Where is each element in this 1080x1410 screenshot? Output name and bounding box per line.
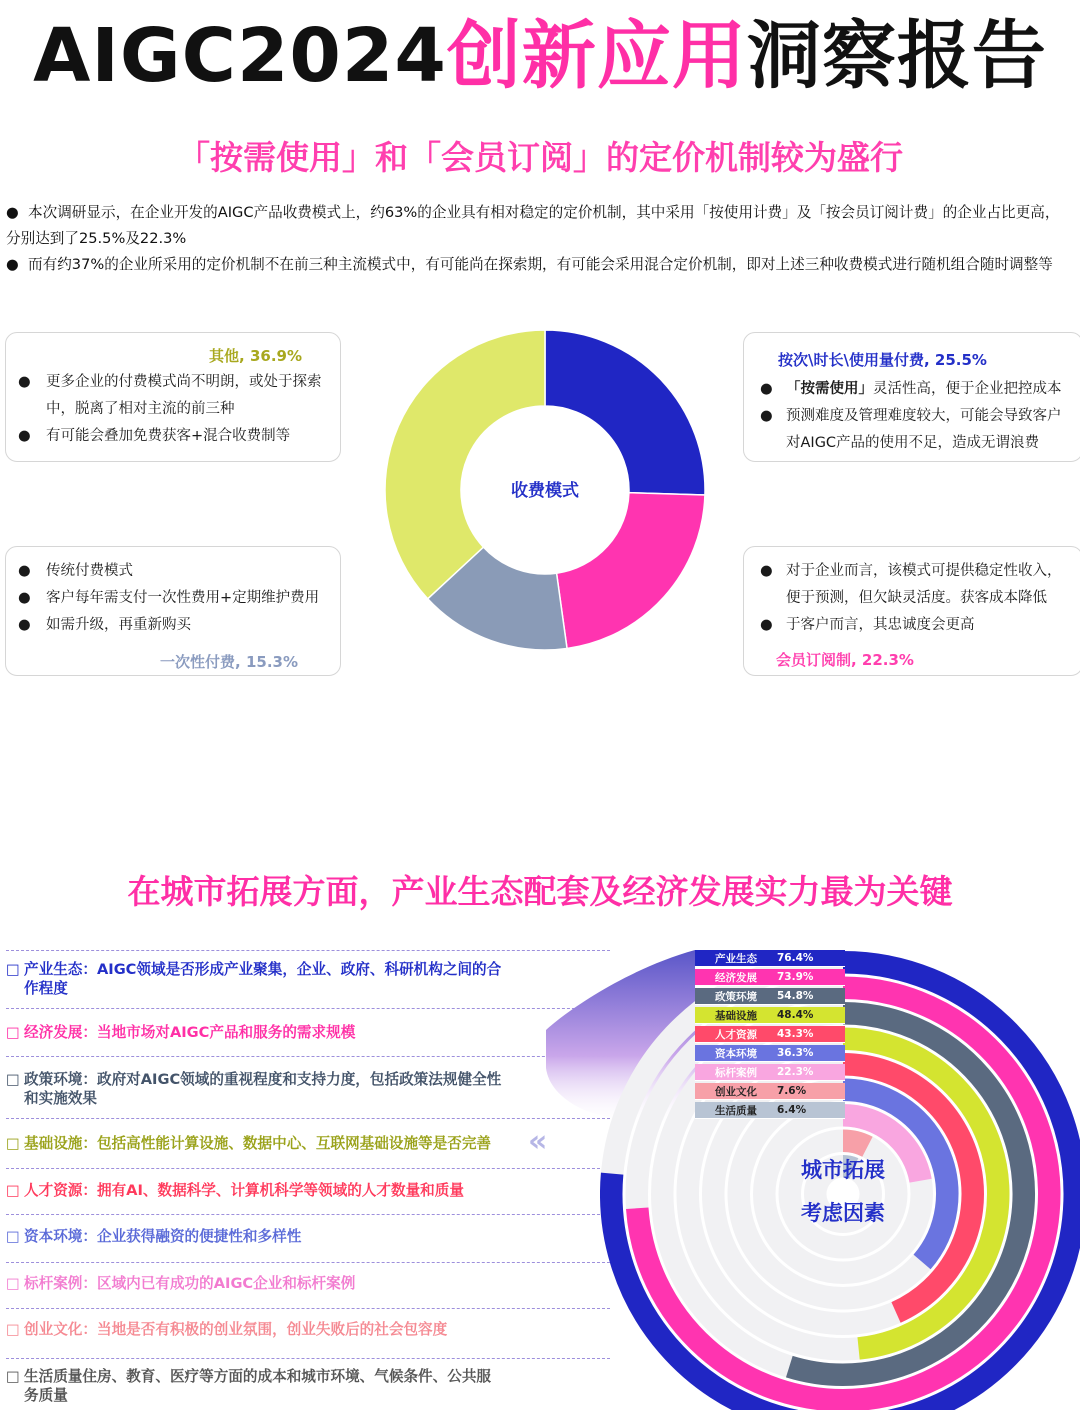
card-bullet [744, 430, 1080, 457]
intro-line [6, 200, 1078, 226]
separator [6, 1262, 610, 1263]
radial-legend-value: 6.4% [777, 1104, 807, 1116]
title-part-report: 洞察报告 [746, 13, 1047, 99]
bullet-dot: ● [18, 428, 31, 444]
bullet-bold-text: 「按需使用」 [786, 381, 873, 397]
factor-text: 务质量 [24, 1387, 68, 1404]
card-bullet [744, 376, 1080, 403]
card-one-time [5, 546, 341, 676]
radial-legend-category: 基础设施 [715, 1009, 757, 1022]
factor-text: 经济发展：当地市场对AIGC产品和服务的需求规模 [24, 1024, 356, 1041]
card-bullet [6, 612, 342, 639]
radial-legend-category: 标杆案例 [715, 1066, 757, 1079]
donut-center-label: 收费模式 [511, 481, 579, 501]
factor-text: 政策环境：政府对AIGC领域的重视程度和支持力度，包括政策法规健全性 [24, 1071, 502, 1088]
pricing-intro [6, 200, 1078, 278]
radial-legend-value: 22.3% [777, 1066, 814, 1078]
separator [6, 1118, 610, 1119]
factor-item-startup-culture [6, 1320, 526, 1339]
checkbox-icon: □ [6, 1024, 20, 1041]
main-title [0, 8, 1080, 104]
factor-item-talent [6, 1181, 526, 1200]
bullet-text: 更多企业的付费模式尚不明朗，或处于探索 [46, 374, 322, 390]
radial-legend-value: 48.4% [777, 1009, 814, 1021]
checkbox-icon: □ [6, 1135, 20, 1152]
radial-legend-category: 产业生态 [715, 952, 757, 965]
factor-item-benchmark [6, 1274, 526, 1293]
separator [6, 1214, 610, 1215]
intro-text: 而有约37%的企业所采用的定价机制不在前三种主流模式中，有可能尚在探索期，有可能会采用混合定价机制，即对上述三种收费模式进行随机组合随时调整等 [28, 256, 1053, 273]
card-other-label: 其他, 36.9% [209, 347, 302, 365]
card-one-time-label: 一次性付费, 15.3% [160, 653, 298, 671]
factor-item-economy [6, 1023, 526, 1042]
bullet-dot: ● [18, 617, 31, 633]
separator [6, 1358, 610, 1359]
radial-legend-value: 43.3% [777, 1028, 814, 1040]
factor-text: 人才资源：拥有AI、数据科学、计算机科学等领域的人才数量和质量 [24, 1182, 464, 1199]
card-bullet [744, 612, 1080, 639]
card-bullet [744, 403, 1080, 430]
factor-item-capital [6, 1227, 526, 1246]
radial-legend-row [695, 969, 845, 986]
separator [6, 1008, 610, 1009]
separator [6, 1056, 610, 1057]
factor-text: 基础设施：包括高性能计算设施、数据中心、互联网基础设施等是否完善 [24, 1135, 492, 1152]
bullet-text: 中，脱离了相对主流的前三种 [46, 401, 235, 417]
card-bullet [6, 396, 342, 423]
city-section-title: 在城市拓展方面，产业生态配套及经济发展实力最为关键 [127, 872, 953, 911]
intro-line [6, 252, 1078, 278]
radial-legend-row [695, 1064, 845, 1081]
radial-legend-category: 资本环境 [715, 1047, 757, 1060]
bullet-text: 传统付费模式 [46, 563, 133, 579]
factor-text: 产业生态：AIGC领域是否形成产业聚集，企业、政府、科研机构之间的合 [24, 961, 502, 978]
bullet-text: 有可能会叠加免费获客+混合收费制等 [46, 428, 291, 444]
radial-legend-row [695, 1045, 845, 1062]
bullet-text: 客户每年需支付一次性费用+定期维护费用 [46, 590, 320, 606]
radial-legend-value: 73.9% [777, 971, 814, 983]
bullet-text: 于客户而言，其忠诚度会更高 [786, 617, 975, 633]
bullet-dot: ● [18, 374, 31, 390]
checkbox-icon: □ [6, 1368, 20, 1385]
factor-item-industry [6, 960, 526, 998]
factor-item-policy [6, 1070, 526, 1108]
bullet-dot: ● [18, 590, 31, 606]
card-bullet [6, 558, 342, 585]
radial-legend-row [695, 1102, 845, 1119]
factor-item-infrastructure [6, 1134, 526, 1153]
factor-item-quality-of-life [6, 1367, 526, 1405]
separator [6, 1308, 610, 1309]
radial-legend-value: 76.4% [777, 952, 814, 964]
radial-legend-row [695, 1007, 845, 1024]
bullet-text: 便于预测，但欠缺灵活度。获客成本降低 [786, 590, 1047, 606]
checkbox-icon: □ [6, 1228, 20, 1245]
radial-legend-row [695, 1026, 845, 1043]
card-other [5, 332, 341, 462]
bullet-text: 对于企业而言，该模式可提供稳定性收入， [786, 563, 1062, 579]
double-chevron-left-icon: « [528, 1124, 548, 1159]
radial-legend-category: 政策环境 [715, 990, 757, 1003]
factor-text: 和实施效果 [24, 1090, 97, 1107]
bullet-text: 预测难度及管理难度较大，可能会导致客户 [786, 408, 1062, 424]
title-part-aigc: AIGC2024 [33, 13, 447, 99]
intro-text: 本次调研显示，在企业开发的AIGC产品收费模式上，约63%的企业具有相对稳定的定价机制，其中采用「按使用计费」及「按会员订阅计费」的企业占比更高， [28, 204, 1060, 221]
bullet-text: 对AIGC产品的使用不足，造成无谓浪费 [786, 435, 1040, 451]
separator [6, 1168, 610, 1169]
card-per-use-label: 按次\时长\使用量付费, 25.5% [778, 351, 987, 369]
intro-line [6, 226, 1078, 252]
radial-center-line2: 考虑因素 [801, 1201, 885, 1225]
radial-legend-row [695, 950, 845, 967]
bullet-text: 如需升级，再重新购买 [46, 617, 191, 633]
card-bullet [744, 558, 1080, 585]
radial-legend-row [695, 1083, 845, 1100]
card-member-label: 会员订阅制, 22.3% [776, 651, 914, 669]
bullet-dot: ● [760, 381, 773, 397]
radial-bar-startup-culture [843, 1141, 867, 1147]
pricing-section-title: 「按需使用」和「会员订阅」的定价机制较为盛行 [177, 138, 903, 177]
bullet-dot [6, 396, 36, 423]
separator [6, 950, 610, 951]
bullet-dot: ● [760, 617, 773, 633]
bullet-dot: ● [6, 204, 19, 221]
bullet-dot: ● [18, 563, 31, 579]
radial-center-line1: 城市拓展 [801, 1158, 885, 1182]
card-per-use [743, 332, 1080, 462]
bullet-dot: ● [760, 563, 773, 579]
radial-legend-category: 创业文化 [715, 1085, 757, 1098]
factor-text: 作程度 [24, 980, 68, 997]
bullet-dot [744, 430, 786, 457]
card-member [743, 546, 1080, 676]
factor-text: 标杆案例：区域内已有成功的AIGC企业和标杆案例 [24, 1275, 356, 1292]
radial-legend-category: 生活质量 [715, 1104, 757, 1117]
bullet-dot [744, 585, 786, 612]
radial-legend-category: 经济发展 [715, 971, 757, 984]
checkbox-icon: □ [6, 1182, 20, 1199]
bullet-dot: ● [760, 408, 773, 424]
checkbox-icon: □ [6, 1321, 20, 1338]
factor-text: 资本环境：企业获得融资的便捷性和多样性 [24, 1228, 302, 1245]
radial-legend-value: 36.3% [777, 1047, 814, 1059]
checkbox-icon: □ [6, 1275, 20, 1292]
checkbox-icon: □ [6, 1071, 20, 1088]
card-bullet [6, 423, 342, 450]
factor-text: 生活质量住房、教育、医疗等方面的成本和城市环境、气候条件、公共服 [24, 1368, 492, 1385]
card-bullet [6, 585, 342, 612]
card-bullet [6, 369, 342, 396]
bullet-text: 灵活性高，便于企业把控成本 [873, 381, 1062, 397]
title-part-innovation: 创新应用 [446, 13, 747, 99]
radial-legend-value: 54.8% [777, 990, 814, 1002]
radial-legend-category: 人才资源 [715, 1028, 757, 1041]
factor-text: 创业文化：当地是否有积极的创业氛围，创业失败后的社会包容度 [24, 1321, 448, 1338]
pricing-donut-chart [380, 325, 710, 655]
card-bullet [744, 585, 1080, 612]
intro-text: 分别达到了25.5%及22.3% [6, 230, 187, 247]
bullet-dot: ● [6, 256, 19, 273]
checkbox-icon: □ [6, 961, 20, 978]
radial-legend-value: 7.6% [777, 1085, 807, 1097]
radial-legend-row [695, 988, 845, 1005]
